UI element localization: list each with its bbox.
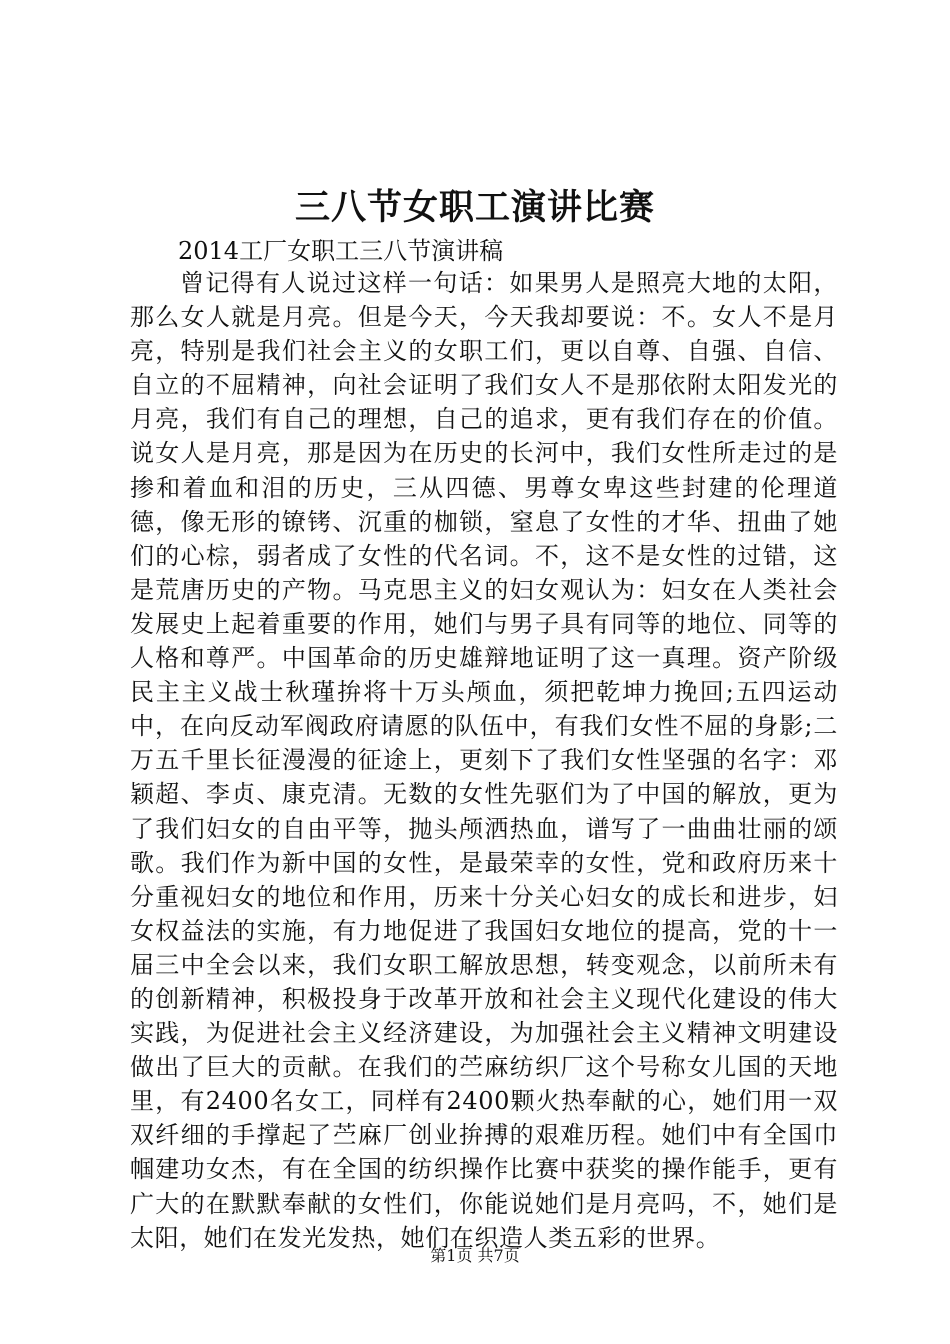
page-number: 第1页 共7页 bbox=[430, 1246, 520, 1265]
document-title: 三八节女职工演讲比赛 bbox=[294, 187, 655, 228]
document-body: 曾记得有人说过这样一句话：如果男人是照亮大地的太阳，那么女人就是月亮。但是今天，今天我却要说：不。女人不是月亮，特别是我们社会主义的女职工们，更以自尊、自强、自信、自立的不屈精神，向社会证明了我们女人不是那依附太阳发光的月亮，我们有自己的理想，自己的追求，更有我们存在的价值。说女人是月亮，那是因为在历史的长河中，我们女性所走过的是掺和着血和泪的历史，三从四德、男尊女卑这些封建的伦理道德，像无形的镣铐、沉重的枷锁，窒息了女性的才华、扭曲了她们的心棕，弱者成了女性的代名词。不，这不是女性的过错，这是荒唐历史的产物。马克思主义的妇女观认为：妇女在人类社会发展史上起着重要的作用，她们与男子具有同等的地位、同等的人格和尊严。中国革命的历史雄辩地证明了这一真理。资产阶级民主主义战士秋瑾拚将十万头颅血，须把乾坤力挽回;五四运动中，在向反动军阀政府请愿的队伍中，有我们女性不屈的身影;二万五千里长征漫漫的征途上，更刻下了我们女性坚强的名字：邓颖超、李贞、康克清。无数的女性先驱们为了中国的解放，更为了我们妇女的自由平等，抛头颅洒热血，谱写了一曲曲壮丽的颂歌。我们作为新中国的女性，是最荣幸的女性，党和政府历来十分重视妇女的地位和作用，历来十分关心妇女的成长和进步，妇女权益法的实施，有力地促进了我国妇女地位的提高，党的十一届三中全会以来，我们女职工解放思想，转变观念，以前所未有的创新精神，积极投身于改革开放和社会主义现代化建设的伟大实践，为促进社会主义经济建设，为加强社会主义精神文明建设做出了巨大的贡献。在我们的苎麻纺织厂这个号称女儿国的天地里，有2400名女工，同样有2400颗火热奉献的心，她们用一双双纤细的手撑起了苎麻厂创业拚搏的艰难历程。她们中有全国巾帼建功女杰，有在全国的纺织操作比赛中获奖的操作能手，更有广大的在默默奉献的女性们，你能说她们是月亮吗，不，她们是太阳，她们在发光发热，她们在织造人类五彩的世界。 bbox=[130, 269, 838, 1252]
document-subtitle: 2014工厂女职工三八节演讲稿 bbox=[178, 237, 504, 265]
